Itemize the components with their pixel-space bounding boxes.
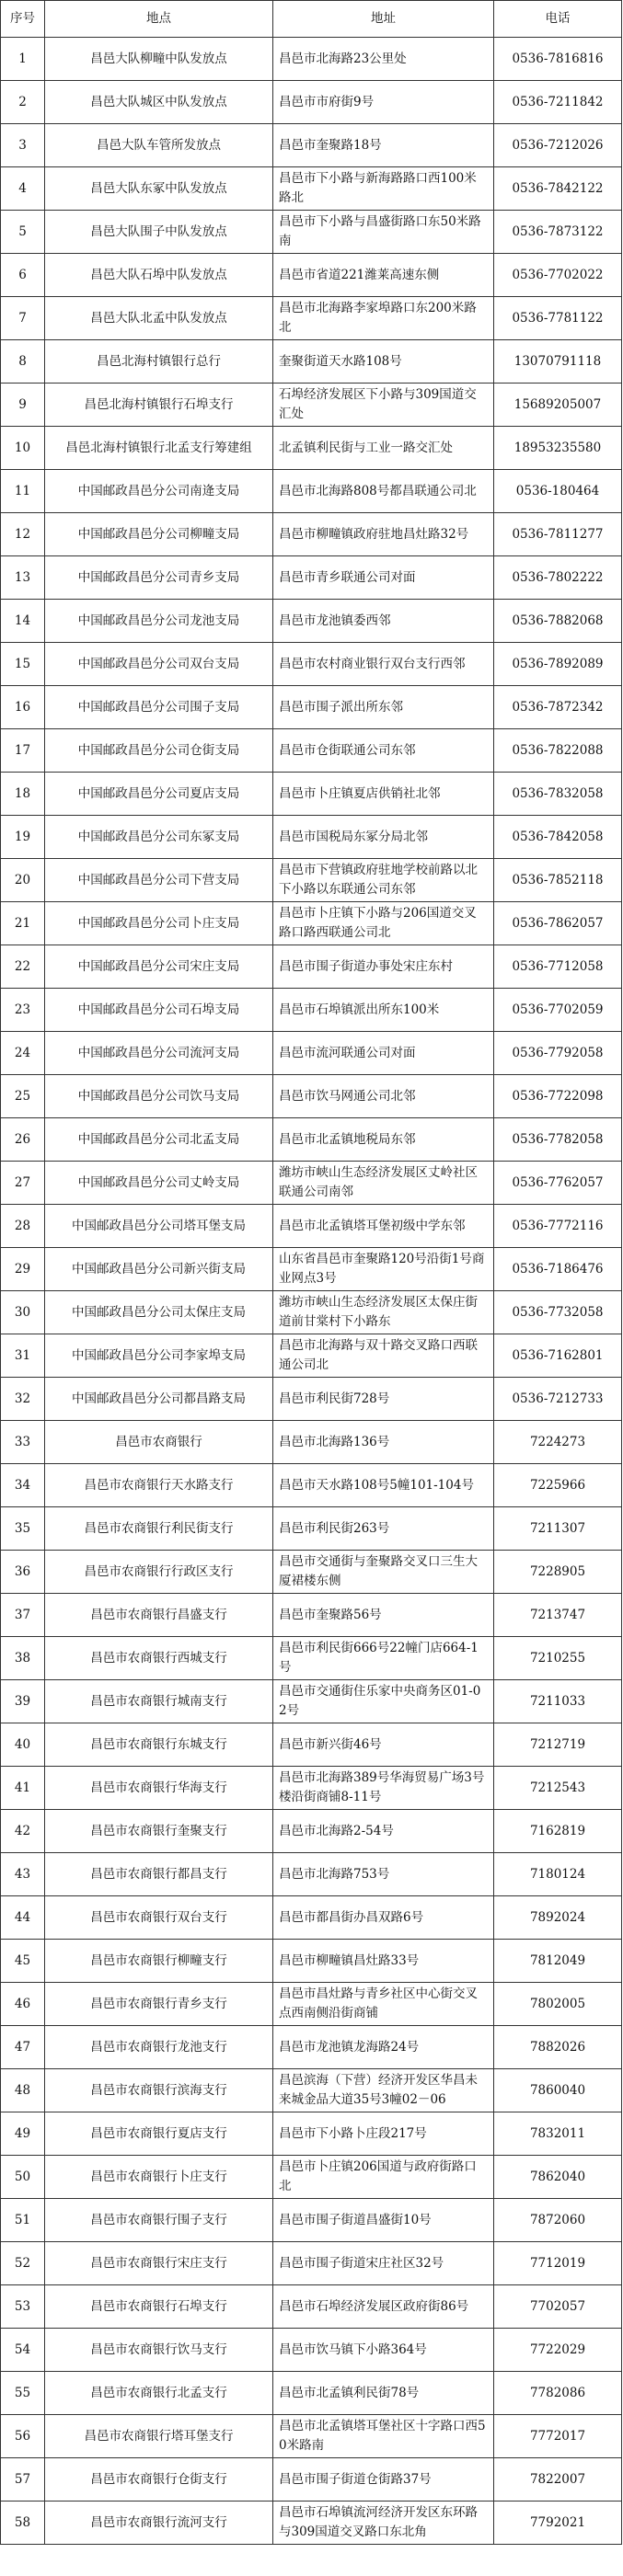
address-cell: 昌邑市卜庄镇206国道与政府街路口北 (273, 2156, 494, 2199)
table-row (1, 686, 622, 729)
location-cell: 昌邑大队围子中队发放点 (45, 211, 273, 254)
serial-cell: 35 (1, 1507, 45, 1551)
address-cell: 昌邑市国税局东冢分局北邻 (273, 816, 494, 859)
address-cell: 昌邑市奎聚路56号 (273, 1594, 494, 1637)
serial-cell: 21 (1, 902, 45, 945)
address-cell: 昌邑市利民街728号 (273, 1378, 494, 1421)
location-cell: 昌邑市农商银行卜庄支行 (45, 2156, 273, 2199)
header-location: 地点 (45, 1, 273, 38)
serial-cell: 25 (1, 1075, 45, 1118)
serial-cell: 14 (1, 600, 45, 643)
location-cell: 昌邑市农商银行双台支行 (45, 1896, 273, 1940)
location-cell: 昌邑市农商银行奎聚支行 (45, 1810, 273, 1853)
location-cell: 昌邑市农商银行仓街支行 (45, 2458, 273, 2502)
address-cell: 昌邑市下小路卜庄段217号 (273, 2112, 494, 2156)
serial-cell: 15 (1, 643, 45, 686)
serial-cell: 46 (1, 1983, 45, 2026)
location-cell: 中国邮政昌邑分公司北孟支局 (45, 1118, 273, 1162)
location-cell: 昌邑北海村镇银行总行 (45, 340, 273, 384)
table-row (1, 1248, 622, 1291)
address-cell: 昌邑市石埠经济发展区政府街86号 (273, 2285, 494, 2329)
serial-cell: 44 (1, 1896, 45, 1940)
address-cell: 昌邑市北孟镇利民街78号 (273, 2372, 494, 2415)
address-cell: 昌邑市交通街与奎聚路交叉口三生大厦裙楼东侧 (273, 1551, 494, 1594)
serial-cell: 40 (1, 1723, 45, 1767)
phone-cell: 7792021 (494, 2502, 622, 2545)
table-row (1, 556, 622, 600)
location-cell: 中国邮政昌邑分公司围子支局 (45, 686, 273, 729)
location-cell: 昌邑北海村镇银行石埠支行 (45, 384, 273, 427)
serial-cell: 34 (1, 1464, 45, 1507)
location-cell: 昌邑市农商银行城南支行 (45, 1680, 273, 1723)
location-cell: 昌邑市农商银行塔耳堡支行 (45, 2415, 273, 2458)
table-row (1, 1983, 622, 2026)
address-cell: 昌邑市围子街道昌盛街10号 (273, 2199, 494, 2242)
serial-cell: 19 (1, 816, 45, 859)
phone-cell: 0536-7811277 (494, 513, 622, 556)
table-row (1, 81, 622, 124)
address-cell: 昌邑市市府街9号 (273, 81, 494, 124)
location-cell: 中国邮政昌邑分公司卜庄支局 (45, 902, 273, 945)
table-row (1, 816, 622, 859)
phone-cell: 7882026 (494, 2026, 622, 2069)
phone-cell: 0536-7186476 (494, 1248, 622, 1291)
location-cell: 昌邑大队北孟中队发放点 (45, 297, 273, 340)
serial-cell: 50 (1, 2156, 45, 2199)
phone-cell: 15689205007 (494, 384, 622, 427)
phone-cell: 0536-7832058 (494, 773, 622, 816)
serial-cell: 33 (1, 1421, 45, 1464)
location-cell: 中国邮政昌邑分公司流河支局 (45, 1032, 273, 1075)
location-cell: 昌邑市农商银行天水路支行 (45, 1464, 273, 1507)
location-cell: 昌邑市农商银行夏店支行 (45, 2112, 273, 2156)
address-cell: 昌邑市石埠镇流河经济开发区东环路与309国道交叉路口东北角 (273, 2502, 494, 2545)
location-cell: 昌邑市农商银行 (45, 1421, 273, 1464)
serial-cell: 43 (1, 1853, 45, 1896)
table-row (1, 513, 622, 556)
location-cell: 昌邑市农商银行龙池支行 (45, 2026, 273, 2069)
address-cell: 昌邑市下小路与昌盛街路口东50米路南 (273, 211, 494, 254)
location-cell: 昌邑市农商银行围子支行 (45, 2199, 273, 2242)
table-row (1, 1205, 622, 1248)
phone-cell: 7812049 (494, 1940, 622, 1983)
location-cell: 中国邮政昌邑分公司塔耳堡支局 (45, 1205, 273, 1248)
table-row (1, 1767, 622, 1810)
location-cell: 昌邑大队车管所发放点 (45, 124, 273, 167)
location-cell: 中国邮政昌邑分公司龙池支局 (45, 600, 273, 643)
serial-cell: 37 (1, 1594, 45, 1637)
serial-cell: 38 (1, 1637, 45, 1680)
phone-cell: 0536-7162801 (494, 1334, 622, 1378)
address-cell: 昌邑市北孟镇塔耳堡社区十字路口西50米路南 (273, 2415, 494, 2458)
table-row (1, 2199, 622, 2242)
location-cell: 昌邑市农商银行滨海支行 (45, 2069, 273, 2112)
serial-cell: 16 (1, 686, 45, 729)
address-cell: 昌邑市柳疃镇昌灶路33号 (273, 1940, 494, 1983)
phone-cell: 0536-7816816 (494, 38, 622, 81)
table-row (1, 2502, 622, 2545)
location-cell: 昌邑大队城区中队发放点 (45, 81, 273, 124)
serial-cell: 55 (1, 2372, 45, 2415)
phone-cell: 0536-7852118 (494, 859, 622, 902)
location-cell: 昌邑市农商银行流河支行 (45, 2502, 273, 2545)
serial-cell: 36 (1, 1551, 45, 1594)
serial-cell: 41 (1, 1767, 45, 1810)
location-cell: 昌邑市农商银行昌盛支行 (45, 1594, 273, 1637)
phone-cell: 0536-7702059 (494, 989, 622, 1032)
phone-cell: 0536-7873122 (494, 211, 622, 254)
phone-cell: 0536-7872342 (494, 686, 622, 729)
phone-cell: 7892024 (494, 1896, 622, 1940)
phone-cell: 7180124 (494, 1853, 622, 1896)
location-cell: 昌邑市农商银行宋庄支行 (45, 2242, 273, 2285)
address-cell: 昌邑市都昌街办昌双路6号 (273, 1896, 494, 1940)
serial-cell: 26 (1, 1118, 45, 1162)
serial-cell: 1 (1, 38, 45, 81)
table-row (1, 384, 622, 427)
address-cell: 昌邑市北海路与双十路交叉路口西联通公司北 (273, 1334, 494, 1378)
serial-cell: 31 (1, 1334, 45, 1378)
phone-cell: 0536-7842122 (494, 167, 622, 211)
serial-cell: 30 (1, 1291, 45, 1334)
serial-cell: 49 (1, 2112, 45, 2156)
serial-cell: 29 (1, 1248, 45, 1291)
table-row (1, 470, 622, 513)
location-cell: 中国邮政昌邑分公司丈岭支局 (45, 1162, 273, 1205)
serial-cell: 45 (1, 1940, 45, 1983)
table-row (1, 340, 622, 384)
table-row (1, 773, 622, 816)
address-cell: 昌邑市新兴街46号 (273, 1723, 494, 1767)
address-cell: 昌邑市利民街263号 (273, 1507, 494, 1551)
serial-cell: 17 (1, 729, 45, 773)
table-row (1, 2458, 622, 2502)
table-row (1, 1940, 622, 1983)
phone-cell: 7228905 (494, 1551, 622, 1594)
phone-cell: 0536-180464 (494, 470, 622, 513)
serial-cell: 47 (1, 2026, 45, 2069)
serial-cell: 9 (1, 384, 45, 427)
table-row (1, 2285, 622, 2329)
table-row (1, 2242, 622, 2285)
phone-cell: 0536-7722098 (494, 1075, 622, 1118)
table-row (1, 1551, 622, 1594)
location-cell: 昌邑北海村镇银行北孟支行筹建组 (45, 427, 273, 470)
table-row (1, 600, 622, 643)
address-cell: 昌邑市龙池镇龙海路24号 (273, 2026, 494, 2069)
serial-cell: 48 (1, 2069, 45, 2112)
address-cell: 昌邑市饮马镇下小路364号 (273, 2329, 494, 2372)
phone-cell: 0536-7762057 (494, 1162, 622, 1205)
address-cell: 昌邑市昌灶路与青乡社区中心街交叉点西南侧沿街商铺 (273, 1983, 494, 2026)
phone-cell: 0536-7702022 (494, 254, 622, 297)
phone-cell: 0536-7882068 (494, 600, 622, 643)
location-cell: 昌邑市农商银行都昌支行 (45, 1853, 273, 1896)
serial-cell: 56 (1, 2415, 45, 2458)
address-cell: 昌邑市流河联通公司对面 (273, 1032, 494, 1075)
table-row (1, 297, 622, 340)
phone-cell: 7832011 (494, 2112, 622, 2156)
header-row (1, 1, 622, 38)
table-row (1, 211, 622, 254)
table-row (1, 38, 622, 81)
header-serial: 序号 (1, 1, 45, 38)
table-row (1, 1075, 622, 1118)
table-row (1, 1723, 622, 1767)
address-cell: 昌邑市龙池镇委西邻 (273, 600, 494, 643)
phone-cell: 7860040 (494, 2069, 622, 2112)
table-row (1, 2415, 622, 2458)
address-cell: 昌邑市北海路136号 (273, 1421, 494, 1464)
table-row (1, 1896, 622, 1940)
address-cell: 昌邑市奎聚路18号 (273, 124, 494, 167)
address-cell: 昌邑市天水路108号5幢101-104号 (273, 1464, 494, 1507)
table-row (1, 1507, 622, 1551)
address-cell: 昌邑市北海路2-54号 (273, 1810, 494, 1853)
location-cell: 中国邮政昌邑分公司宋庄支局 (45, 945, 273, 989)
serial-cell: 22 (1, 945, 45, 989)
phone-cell: 0536-7822088 (494, 729, 622, 773)
phone-cell: 0536-7862057 (494, 902, 622, 945)
address-cell: 昌邑滨海（下营）经济开发区华昌未来城金品大道35号3幢02－06 (273, 2069, 494, 2112)
location-cell: 中国邮政昌邑分公司饮马支局 (45, 1075, 273, 1118)
table-row (1, 1464, 622, 1507)
location-cell: 中国邮政昌邑分公司仓街支局 (45, 729, 273, 773)
table-row (1, 1853, 622, 1896)
serial-cell: 23 (1, 989, 45, 1032)
table-row (1, 2372, 622, 2415)
location-cell: 中国邮政昌邑分公司下营支局 (45, 859, 273, 902)
table-row (1, 2329, 622, 2372)
phone-cell: 7772017 (494, 2415, 622, 2458)
serial-cell: 6 (1, 254, 45, 297)
serial-cell: 39 (1, 1680, 45, 1723)
location-cell: 中国邮政昌邑分公司双台支局 (45, 643, 273, 686)
address-cell: 奎聚街道天水路108号 (273, 340, 494, 384)
serial-cell: 42 (1, 1810, 45, 1853)
table-row (1, 254, 622, 297)
table-row (1, 902, 622, 945)
location-cell: 中国邮政昌邑分公司都昌路支局 (45, 1378, 273, 1421)
phone-cell: 7211307 (494, 1507, 622, 1551)
address-cell: 昌邑市下营镇政府驻地学校前路以北下小路以东联通公司东邻 (273, 859, 494, 902)
location-cell: 中国邮政昌邑分公司李家埠支局 (45, 1334, 273, 1378)
location-cell: 昌邑市农商银行利民街支行 (45, 1507, 273, 1551)
phone-cell: 0536-7781122 (494, 297, 622, 340)
serial-cell: 5 (1, 211, 45, 254)
address-cell: 昌邑市北海路23公里处 (273, 38, 494, 81)
address-cell: 昌邑市仓街联通公司东邻 (273, 729, 494, 773)
location-cell: 中国邮政昌邑分公司柳疃支局 (45, 513, 273, 556)
table-row (1, 643, 622, 686)
address-cell: 昌邑市北海路389号华海贸易广场3号楼沿街商铺8-11号 (273, 1767, 494, 1810)
table-row (1, 1378, 622, 1421)
phone-cell: 7722029 (494, 2329, 622, 2372)
table-row (1, 945, 622, 989)
table-row (1, 2112, 622, 2156)
location-cell: 昌邑大队石埠中队发放点 (45, 254, 273, 297)
phone-cell: 0536-7212733 (494, 1378, 622, 1421)
location-cell: 中国邮政昌邑分公司青乡支局 (45, 556, 273, 600)
address-cell: 北孟镇利民街与工业一路交汇处 (273, 427, 494, 470)
phone-cell: 0536-7842058 (494, 816, 622, 859)
location-cell: 中国邮政昌邑分公司太保庄支局 (45, 1291, 273, 1334)
location-cell: 昌邑大队柳疃中队发放点 (45, 38, 273, 81)
address-cell: 昌邑市北孟镇地税局东邻 (273, 1118, 494, 1162)
table-row (1, 729, 622, 773)
table-row (1, 124, 622, 167)
table-row (1, 1118, 622, 1162)
phone-cell: 18953235580 (494, 427, 622, 470)
phone-cell: 7212719 (494, 1723, 622, 1767)
phone-cell: 7872060 (494, 2199, 622, 2242)
address-cell: 昌邑市围子派出所东邻 (273, 686, 494, 729)
location-cell: 昌邑市农商银行石埠支行 (45, 2285, 273, 2329)
phone-cell: 0536-7211842 (494, 81, 622, 124)
location-cell: 昌邑市农商银行柳疃支行 (45, 1940, 273, 1983)
location-cell: 昌邑市农商银行饮马支行 (45, 2329, 273, 2372)
serial-cell: 28 (1, 1205, 45, 1248)
address-cell: 昌邑市北海路李家埠路口东200米路北 (273, 297, 494, 340)
phone-cell: 7212543 (494, 1767, 622, 1810)
table-row (1, 1637, 622, 1680)
table-row (1, 1291, 622, 1334)
phone-cell: 7210255 (494, 1637, 622, 1680)
address-cell: 石埠经济发展区下小路与309国道交汇处 (273, 384, 494, 427)
address-cell: 潍坊市峡山生态经济发展区太保庄街道前甘棠村下小路东 (273, 1291, 494, 1334)
phone-cell: 7822007 (494, 2458, 622, 2502)
phone-cell: 7712019 (494, 2242, 622, 2285)
serial-cell: 4 (1, 167, 45, 211)
phone-cell: 0536-7892089 (494, 643, 622, 686)
address-cell: 昌邑市省道221潍莱高速东侧 (273, 254, 494, 297)
address-cell: 昌邑市利民街666号22幢门店664-1号 (273, 1637, 494, 1680)
phone-cell: 7702057 (494, 2285, 622, 2329)
serial-cell: 12 (1, 513, 45, 556)
address-cell: 昌邑市围子街道仓街路37号 (273, 2458, 494, 2502)
address-cell: 昌邑市下小路与新海路路口西100米路北 (273, 167, 494, 211)
address-cell: 昌邑市石埠镇派出所东100米 (273, 989, 494, 1032)
serial-cell: 54 (1, 2329, 45, 2372)
table-row (1, 859, 622, 902)
serial-cell: 58 (1, 2502, 45, 2545)
phone-cell: 0536-7732058 (494, 1291, 622, 1334)
location-cell: 昌邑市农商银行行政区支行 (45, 1551, 273, 1594)
table-row (1, 1680, 622, 1723)
location-cell: 中国邮政昌邑分公司新兴街支局 (45, 1248, 273, 1291)
table-row (1, 1032, 622, 1075)
address-cell: 昌邑市卜庄镇夏店供销社北邻 (273, 773, 494, 816)
table-row (1, 1334, 622, 1378)
address-cell: 潍坊市峡山生态经济发展区丈岭社区联通公司南邻 (273, 1162, 494, 1205)
location-cell: 昌邑市农商银行北孟支行 (45, 2372, 273, 2415)
phone-cell: 7802005 (494, 1983, 622, 2026)
serial-cell: 53 (1, 2285, 45, 2329)
location-cell: 中国邮政昌邑分公司东冢支局 (45, 816, 273, 859)
serial-cell: 24 (1, 1032, 45, 1075)
serial-cell: 20 (1, 859, 45, 902)
header-address: 地址 (273, 1, 494, 38)
table-row (1, 2156, 622, 2199)
address-cell: 昌邑市卜庄镇下小路与206国道交叉路口路西联通公司北 (273, 902, 494, 945)
phone-cell: 0536-7792058 (494, 1032, 622, 1075)
serial-cell: 8 (1, 340, 45, 384)
serial-cell: 7 (1, 297, 45, 340)
phone-cell: 7224273 (494, 1421, 622, 1464)
table-body (1, 38, 622, 2545)
table-row (1, 1594, 622, 1637)
table-row (1, 2069, 622, 2112)
address-cell: 昌邑市围子街道办事处宋庄东村 (273, 945, 494, 989)
header-phone: 电话 (494, 1, 622, 38)
location-cell: 中国邮政昌邑分公司南逄支局 (45, 470, 273, 513)
location-cell: 中国邮政昌邑分公司石埠支局 (45, 989, 273, 1032)
address-cell: 昌邑市围子街道宋庄社区32号 (273, 2242, 494, 2285)
phone-cell: 0536-7802222 (494, 556, 622, 600)
address-cell: 昌邑市交通街住乐家中央商务区01-02号 (273, 1680, 494, 1723)
phone-cell: 7782086 (494, 2372, 622, 2415)
phone-cell: 13070791118 (494, 340, 622, 384)
address-cell: 昌邑市北海路753号 (273, 1853, 494, 1896)
table-row (1, 1810, 622, 1853)
table-row (1, 989, 622, 1032)
table-row (1, 167, 622, 211)
serial-cell: 10 (1, 427, 45, 470)
location-cell: 昌邑大队东冢中队发放点 (45, 167, 273, 211)
table-row (1, 2026, 622, 2069)
serial-cell: 2 (1, 81, 45, 124)
phone-cell: 0536-7772116 (494, 1205, 622, 1248)
serial-cell: 3 (1, 124, 45, 167)
serial-cell: 57 (1, 2458, 45, 2502)
serial-cell: 27 (1, 1162, 45, 1205)
address-cell: 昌邑市柳疃镇政府驻地昌灶路32号 (273, 513, 494, 556)
table-row (1, 1421, 622, 1464)
address-cell: 昌邑市饮马网通公司北邻 (273, 1075, 494, 1118)
location-cell: 昌邑市农商银行东城支行 (45, 1723, 273, 1767)
location-cell: 昌邑市农商银行华海支行 (45, 1767, 273, 1810)
location-cell: 昌邑市农商银行青乡支行 (45, 1983, 273, 2026)
serial-cell: 52 (1, 2242, 45, 2285)
serial-cell: 18 (1, 773, 45, 816)
serial-cell: 32 (1, 1378, 45, 1421)
address-cell: 昌邑市青乡联通公司对面 (273, 556, 494, 600)
table-row (1, 1162, 622, 1205)
table-row (1, 427, 622, 470)
phone-cell: 0536-7212026 (494, 124, 622, 167)
location-cell: 中国邮政昌邑分公司夏店支局 (45, 773, 273, 816)
location-cell: 昌邑市农商银行西城支行 (45, 1637, 273, 1680)
phone-cell: 7211033 (494, 1680, 622, 1723)
phone-cell: 7213747 (494, 1594, 622, 1637)
phone-cell: 7162819 (494, 1810, 622, 1853)
serial-cell: 13 (1, 556, 45, 600)
address-cell: 昌邑市农村商业银行双台支行西邻 (273, 643, 494, 686)
phone-cell: 7862040 (494, 2156, 622, 2199)
phone-cell: 7225966 (494, 1464, 622, 1507)
address-cell: 昌邑市北孟镇塔耳堡初级中学东邻 (273, 1205, 494, 1248)
serial-cell: 11 (1, 470, 45, 513)
address-cell: 昌邑市北海路808号都昌联通公司北 (273, 470, 494, 513)
address-cell: 山东省昌邑市奎聚路120号沿街1号商业网点3号 (273, 1248, 494, 1291)
serial-cell: 51 (1, 2199, 45, 2242)
phone-cell: 0536-7782058 (494, 1118, 622, 1162)
phone-cell: 0536-7712058 (494, 945, 622, 989)
